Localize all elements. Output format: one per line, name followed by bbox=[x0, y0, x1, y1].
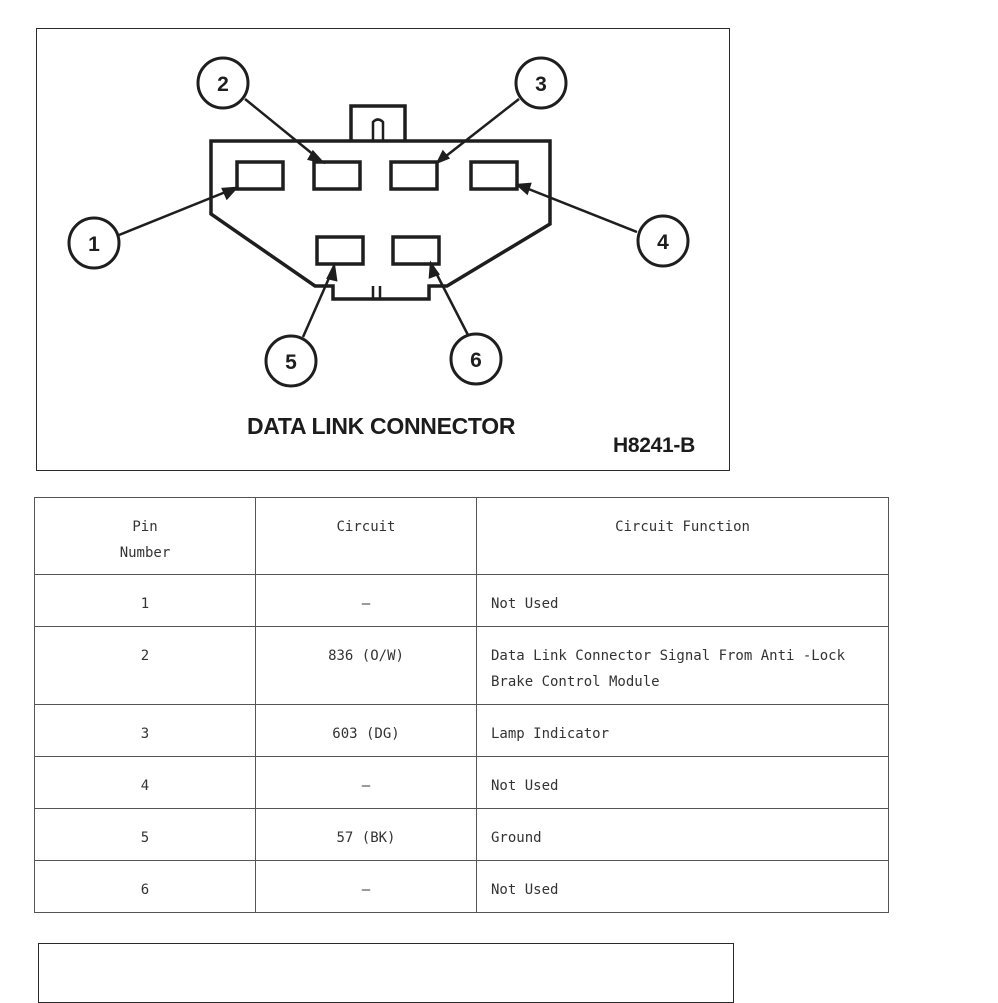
header-circuit-function: Circuit Function bbox=[477, 498, 889, 575]
leader-1 bbox=[119, 189, 233, 235]
table-row bbox=[35, 809, 889, 861]
table-row bbox=[35, 575, 889, 627]
cell-pin: 1 bbox=[35, 575, 256, 627]
cell-circuit: — bbox=[256, 575, 477, 627]
cell-circuit: 836 (O/W) bbox=[256, 627, 477, 705]
cell-function: Data Link Connector Signal From Anti -Lock Brake Control Module bbox=[477, 627, 889, 705]
table-row bbox=[35, 627, 889, 705]
leader-3 bbox=[441, 99, 519, 160]
cell-circuit: 603 (DG) bbox=[256, 705, 477, 757]
connector-key-divider bbox=[373, 286, 380, 299]
arrowhead-1 bbox=[223, 188, 236, 198]
callout-label-6: 6 bbox=[470, 349, 482, 372]
pin-cavity-4 bbox=[471, 162, 517, 189]
pin-cavity-2 bbox=[314, 162, 360, 189]
connector-diagram bbox=[37, 29, 731, 472]
next-figure-frame bbox=[38, 943, 734, 1003]
callout-label-3: 3 bbox=[535, 73, 547, 96]
leader-4 bbox=[521, 186, 637, 232]
pin-cavity-5 bbox=[317, 237, 363, 264]
cell-function: Not Used bbox=[477, 757, 889, 809]
cell-circuit: — bbox=[256, 757, 477, 809]
cell-function: Lamp Indicator bbox=[477, 705, 889, 757]
arrowhead-6 bbox=[430, 264, 438, 277]
figure-id: H8241-B bbox=[613, 434, 695, 457]
figure-caption: DATA LINK CONNECTOR bbox=[247, 413, 516, 439]
arrowhead-5 bbox=[328, 266, 336, 280]
pin-cavity-1 bbox=[237, 162, 283, 189]
table-row bbox=[35, 757, 889, 809]
callout-label-2: 2 bbox=[217, 73, 229, 96]
callout-label-1: 1 bbox=[88, 233, 100, 256]
connector-latch bbox=[351, 106, 405, 141]
pin-function-table bbox=[34, 497, 889, 913]
table-row bbox=[35, 705, 889, 757]
header-circuit: Circuit bbox=[256, 498, 477, 575]
pin-cavity-6 bbox=[393, 237, 439, 264]
callout-label-4: 4 bbox=[657, 231, 669, 254]
table-row bbox=[35, 861, 889, 913]
cell-pin: 5 bbox=[35, 809, 256, 861]
cell-pin: 4 bbox=[35, 757, 256, 809]
arrowhead-4 bbox=[518, 184, 530, 193]
arrowhead-2 bbox=[309, 152, 322, 162]
connector-body bbox=[211, 141, 550, 299]
header-pin-number: Pin Number bbox=[35, 498, 256, 575]
cell-function: Ground bbox=[477, 809, 889, 861]
connector-figure bbox=[36, 28, 730, 471]
cell-pin: 3 bbox=[35, 705, 256, 757]
table-header-row bbox=[35, 498, 889, 575]
leader-2 bbox=[245, 99, 320, 160]
cell-pin: 6 bbox=[35, 861, 256, 913]
callout-label-5: 5 bbox=[285, 351, 297, 374]
cell-circuit: 57 (BK) bbox=[256, 809, 477, 861]
cell-circuit: — bbox=[256, 861, 477, 913]
cell-function: Not Used bbox=[477, 861, 889, 913]
arrowhead-3 bbox=[438, 152, 448, 162]
cell-function: Not Used bbox=[477, 575, 889, 627]
cell-pin: 2 bbox=[35, 627, 256, 705]
latch-slot bbox=[373, 120, 383, 142]
pin-cavity-3 bbox=[391, 162, 437, 189]
